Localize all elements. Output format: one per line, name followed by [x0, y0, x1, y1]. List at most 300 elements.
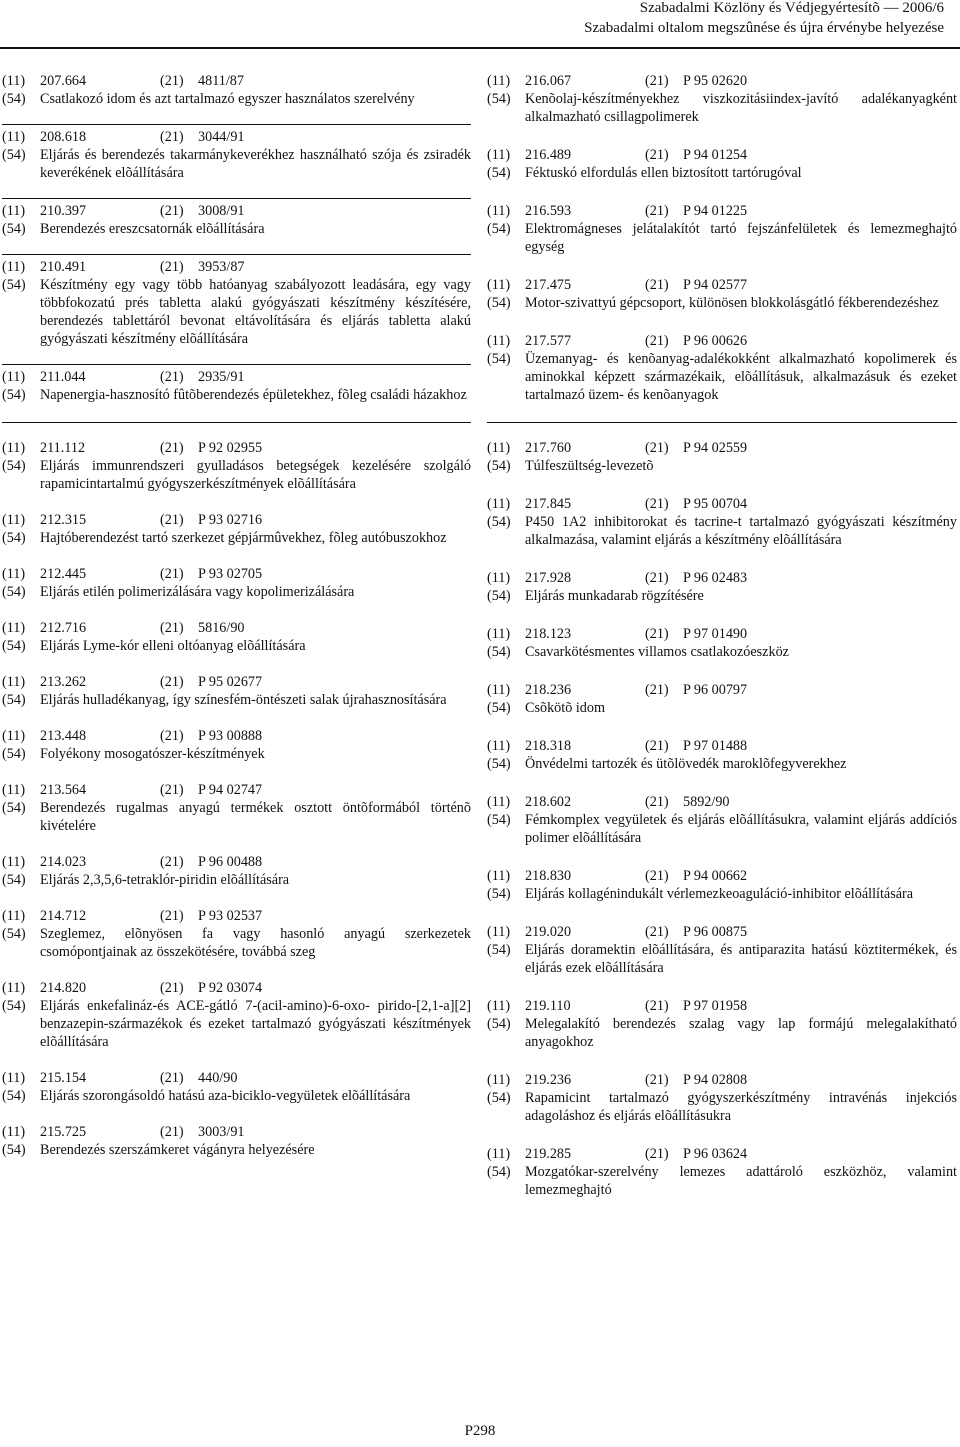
tag-11: (11) — [487, 277, 511, 293]
tag-21: (21) — [160, 259, 184, 275]
record-spacer — [2, 1105, 471, 1123]
patent-number: 210.397 — [40, 203, 87, 219]
header-rule — [0, 47, 960, 49]
record-id-row — [2, 202, 471, 220]
patent-record — [2, 979, 471, 1051]
patent-record — [487, 202, 957, 256]
tag-11: (11) — [487, 440, 511, 456]
patent-record — [2, 907, 471, 961]
patent-title: Csavarkötésmentes villamos csatlakozóeszköz — [525, 644, 789, 660]
record-id-row — [2, 979, 471, 997]
tag-54: (54) — [487, 351, 511, 367]
application-number: P 92 02955 — [198, 440, 263, 456]
patent-number: 217.475 — [525, 277, 572, 293]
section-title: Szabadalmi oltalom megszûnése és újra érvénybe helyezése — [584, 20, 944, 36]
patent-number: 218.830 — [525, 868, 572, 884]
application-number: P 94 02808 — [683, 1072, 748, 1088]
tag-11: (11) — [2, 728, 26, 744]
patent-number: 214.023 — [40, 854, 87, 870]
application-number: P 94 02577 — [683, 277, 748, 293]
tag-21: (21) — [160, 674, 184, 690]
tag-54: (54) — [2, 147, 26, 163]
patent-record — [487, 737, 957, 773]
patent-record — [487, 276, 957, 312]
application-number: P 93 02716 — [198, 512, 263, 528]
patent-number: 213.564 — [40, 782, 87, 798]
patent-number: 218.602 — [525, 794, 572, 810]
record-id-row — [2, 673, 471, 691]
application-number: P 97 01490 — [683, 626, 748, 642]
patent-number: 213.262 — [40, 674, 87, 690]
patent-number: 218.236 — [525, 682, 572, 698]
record-spacer — [2, 108, 471, 124]
tag-54: (54) — [487, 165, 511, 181]
tag-54: (54) — [487, 91, 511, 107]
tag-11: (11) — [487, 73, 511, 89]
patent-record — [2, 565, 471, 601]
record-spacer — [487, 903, 957, 923]
record-spacer — [487, 605, 957, 625]
record-title-row — [487, 643, 957, 661]
tag-54: (54) — [487, 1090, 511, 1106]
patent-number: 216.593 — [525, 203, 572, 219]
record-title-row — [487, 350, 957, 404]
tag-11: (11) — [2, 674, 26, 690]
record-id-row — [487, 202, 957, 220]
tag-11: (11) — [487, 203, 511, 219]
patent-title: Üzemanyag- és kenõanyag-adalékokként alkalmazható kopolimerek és aminokkal képzett származékaik, elõállításuk, alkalmazásuk és ezeket tartalmazó üzem- és kenõanyagok — [525, 351, 957, 403]
tag-11: (11) — [2, 440, 26, 456]
tag-54: (54) — [2, 1088, 26, 1104]
patent-title: Kenõolaj-készítményekhez viszkozitásiindex-javító adalékanyagként alkalmazható csillagpolimerek — [525, 91, 957, 125]
record-id-row — [487, 332, 957, 350]
application-number: P 96 00488 — [198, 854, 263, 870]
tag-54: (54) — [487, 756, 511, 772]
record-id-row — [2, 853, 471, 871]
tag-54: (54) — [2, 926, 26, 942]
tag-54: (54) — [487, 295, 511, 311]
patent-title: Csõkötõ idom — [525, 700, 606, 716]
patent-record — [487, 867, 957, 903]
record-spacer — [2, 493, 471, 511]
tag-11: (11) — [487, 570, 511, 586]
record-title-row — [487, 294, 957, 312]
patent-number: 214.820 — [40, 980, 87, 996]
application-number: P 96 00875 — [683, 924, 748, 940]
tag-21: (21) — [160, 512, 184, 528]
tag-54: (54) — [2, 800, 26, 816]
patent-record — [487, 569, 957, 605]
patent-number: 210.491 — [40, 259, 87, 275]
record-id-row — [487, 72, 957, 90]
application-number: 3003/91 — [198, 1124, 245, 1140]
patent-title: Berendezés rugalmas anyagú termékek osztott öntõformából történõ kivételére — [40, 800, 471, 834]
record-spacer — [2, 1051, 471, 1069]
record-title-row — [2, 997, 471, 1051]
patent-record — [2, 619, 471, 655]
tag-11: (11) — [2, 1070, 26, 1086]
record-title-row — [487, 941, 957, 977]
patent-record — [487, 495, 957, 549]
application-number: P 93 02537 — [198, 908, 263, 924]
record-id-row — [2, 907, 471, 925]
tag-21: (21) — [645, 73, 669, 89]
tag-21: (21) — [160, 908, 184, 924]
application-number: 5816/90 — [198, 620, 245, 636]
patent-record — [2, 368, 471, 404]
patent-title: Eljárás munkadarab rögzítésére — [525, 588, 704, 604]
tag-21: (21) — [645, 570, 669, 586]
tag-11: (11) — [2, 980, 26, 996]
tag-21: (21) — [645, 924, 669, 940]
record-title-row — [2, 637, 471, 655]
patent-record — [487, 793, 957, 847]
patent-title: Folyékony mosogatószer-készítmények — [40, 746, 265, 762]
record-id-row — [2, 511, 471, 529]
tag-21: (21) — [645, 738, 669, 754]
patent-title: Eljárás kollagénindukált vérlemezkeoaguláció-inhibitor elõállítására — [525, 886, 914, 902]
journal-title: Szabadalmi Közlöny és Védjegyértesítõ — 2006/6 — [639, 0, 944, 16]
record-title-row — [487, 811, 957, 847]
tag-11: (11) — [487, 998, 511, 1014]
tag-11: (11) — [487, 924, 511, 940]
tag-21: (21) — [160, 440, 184, 456]
tag-21: (21) — [645, 1072, 669, 1088]
patent-number: 213.448 — [40, 728, 87, 744]
record-id-row — [487, 276, 957, 294]
record-title-row — [487, 164, 957, 182]
record-title-row — [487, 1163, 957, 1199]
record-id-row — [487, 867, 957, 885]
record-title-row — [487, 513, 957, 549]
patent-record — [2, 853, 471, 889]
tag-54: (54) — [487, 588, 511, 604]
left-bottom-records — [2, 423, 471, 1159]
tag-54: (54) — [2, 91, 26, 107]
tag-21: (21) — [645, 496, 669, 512]
tag-21: (21) — [160, 369, 184, 385]
patent-record — [487, 923, 957, 977]
record-id-row — [2, 781, 471, 799]
record-spacer — [487, 549, 957, 569]
record-spacer — [2, 348, 471, 364]
record-title-row — [487, 1089, 957, 1125]
tag-54: (54) — [487, 458, 511, 474]
application-number: 5892/90 — [683, 794, 730, 810]
record-spacer — [487, 717, 957, 737]
record-spacer — [487, 1051, 957, 1071]
tag-21: (21) — [645, 1146, 669, 1162]
patent-number: 218.318 — [525, 738, 572, 754]
tag-54: (54) — [2, 638, 26, 654]
application-number: 3044/91 — [198, 129, 245, 145]
patent-title: Elektromágneses jelátalakítót tartó fejszánfelületek és lemezmeghajtó egység — [525, 221, 957, 255]
patent-title: Csatlakozó idom és azt tartalmazó egyszer használatos szerelvény — [40, 91, 415, 107]
patent-title: Túlfeszültség-levezetõ — [525, 458, 654, 474]
tag-54: (54) — [2, 998, 26, 1014]
patent-record — [2, 727, 471, 763]
patent-title: Eljárás immunrendszeri gyulladásos betegségek kezelésére szolgáló rapamicintartalmú gyógyszerkészítmények elõállítására — [40, 458, 471, 492]
tag-54: (54) — [487, 221, 511, 237]
patent-title: Eljárás hulladékanyag, így színesfém-öntészeti salak újrahasznosítására — [40, 692, 447, 708]
tag-54: (54) — [487, 942, 511, 958]
record-title-row — [2, 691, 471, 709]
patent-number: 207.664 — [40, 73, 87, 89]
record-spacer — [487, 661, 957, 681]
patent-number: 212.716 — [40, 620, 87, 636]
record-id-row — [2, 72, 471, 90]
patent-record — [487, 146, 957, 182]
patent-record — [487, 439, 957, 475]
right-column — [487, 72, 957, 1199]
tag-54: (54) — [487, 514, 511, 530]
patent-record — [2, 673, 471, 709]
record-title-row — [2, 799, 471, 835]
application-number: P 92 03074 — [198, 980, 263, 996]
patent-record — [2, 439, 471, 493]
patent-record — [487, 681, 957, 717]
patent-title: Eljárás 2,3,5,6-tetraklór-piridin elõállítására — [40, 872, 290, 888]
record-title-row — [2, 529, 471, 547]
patent-title: Motor-szivattyú gépcsoport, különösen blokkolásgátló fékberendezéshez — [525, 295, 939, 311]
record-id-row — [487, 923, 957, 941]
page-header — [584, 0, 944, 37]
record-title-row — [487, 457, 957, 475]
record-title-row — [487, 699, 957, 717]
record-title-row — [2, 90, 471, 108]
application-number: P 96 03624 — [683, 1146, 748, 1162]
patent-record — [2, 1123, 471, 1159]
patent-number: 211.044 — [40, 369, 86, 385]
application-number: P 95 02677 — [198, 674, 263, 690]
tag-21: (21) — [160, 728, 184, 744]
record-id-row — [487, 146, 957, 164]
patent-number: 215.725 — [40, 1124, 87, 1140]
patent-number: 217.845 — [525, 496, 572, 512]
tag-11: (11) — [2, 259, 26, 275]
right-bottom-records — [487, 423, 957, 1199]
patent-record — [487, 625, 957, 661]
tag-54: (54) — [487, 700, 511, 716]
tag-11: (11) — [487, 868, 511, 884]
patent-record — [487, 1071, 957, 1125]
record-spacer — [487, 977, 957, 997]
tag-21: (21) — [645, 277, 669, 293]
tag-11: (11) — [487, 496, 511, 512]
patent-title: Rapamicint tartalmazó gyógyszerkészítmény intravénás injekciós adagoláshoz és eljárás elõállításukra — [525, 1090, 957, 1124]
patent-number: 219.020 — [525, 924, 572, 940]
left-top-records — [2, 72, 471, 422]
tag-21: (21) — [645, 203, 669, 219]
application-number: P 96 00797 — [683, 682, 748, 698]
patent-title: Eljárás etilén polimerizálására vagy kopolimerizálására — [40, 584, 355, 600]
tag-21: (21) — [160, 1124, 184, 1140]
record-title-row — [2, 871, 471, 889]
tag-11: (11) — [2, 566, 26, 582]
tag-11: (11) — [487, 682, 511, 698]
patent-title: Féktuskó elfordulás ellen biztosított tartórugóval — [525, 165, 802, 181]
tag-11: (11) — [487, 147, 511, 163]
tag-11: (11) — [2, 369, 26, 385]
record-spacer — [2, 601, 471, 619]
tag-11: (11) — [2, 512, 26, 528]
record-id-row — [487, 737, 957, 755]
record-spacer — [487, 126, 957, 146]
tag-11: (11) — [487, 333, 511, 349]
tag-54: (54) — [487, 812, 511, 828]
patent-number: 219.236 — [525, 1072, 572, 1088]
application-number: 440/90 — [198, 1070, 238, 1086]
patent-title: Eljárás doramektin elõállítására, és antiparazita hatású köztitermékek, és eljárás ezek elõállítására — [525, 942, 957, 976]
record-spacer — [2, 835, 471, 853]
tag-54: (54) — [487, 644, 511, 660]
application-number: P 94 02747 — [198, 782, 263, 798]
patent-title: Eljárás Lyme-kór elleni oltóanyag elõállítására — [40, 638, 306, 654]
tag-21: (21) — [160, 980, 184, 996]
application-number: P 94 00662 — [683, 868, 748, 884]
application-number: 4811/87 — [198, 73, 244, 89]
tag-21: (21) — [645, 333, 669, 349]
tag-21: (21) — [645, 440, 669, 456]
record-title-row — [487, 755, 957, 773]
record-title-row — [2, 1141, 471, 1159]
tag-54: (54) — [2, 692, 26, 708]
patent-number: 208.618 — [40, 129, 87, 145]
patent-number: 219.285 — [525, 1146, 572, 1162]
tag-11: (11) — [2, 908, 26, 924]
patent-title: Eljárás és berendezés takarmánykeverékhez használható szója és zsiradék keverékének elõállítására — [40, 147, 471, 181]
tag-54: (54) — [2, 746, 26, 762]
record-title-row — [2, 925, 471, 961]
record-title-row — [487, 90, 957, 126]
record-title-row — [2, 146, 471, 182]
record-id-row — [487, 793, 957, 811]
patent-number: 212.445 — [40, 566, 87, 582]
record-id-row — [487, 625, 957, 643]
record-spacer — [2, 889, 471, 907]
record-id-row — [2, 727, 471, 745]
patent-record — [2, 781, 471, 835]
record-title-row — [2, 1087, 471, 1105]
record-spacer — [2, 655, 471, 673]
left-column — [2, 72, 471, 1159]
patent-number: 211.112 — [40, 440, 86, 456]
tag-11: (11) — [2, 1124, 26, 1140]
tag-54: (54) — [2, 872, 26, 888]
patent-title: Önvédelmi tartozék és ütõlövedék maroklõfegyverekhez — [525, 756, 847, 772]
application-number: P 96 00626 — [683, 333, 748, 349]
record-spacer — [2, 763, 471, 781]
record-id-row — [487, 495, 957, 513]
record-title-row — [2, 457, 471, 493]
patent-number: 217.577 — [525, 333, 572, 349]
record-id-row — [487, 1145, 957, 1163]
application-number: P 97 01958 — [683, 998, 748, 1014]
record-id-row — [2, 1123, 471, 1141]
record-spacer — [2, 961, 471, 979]
tag-11: (11) — [487, 1072, 511, 1088]
patent-title: Készítmény egy vagy több hatóanyag szabályozott leadására, egy vagy többfokozatú prés tabletta alakú gyógyászati készítmény készítésére, berendezés tablettáról bevonat eltávolítására és eljárás tabletta alakú gyógyászati készítmény elõállítására — [40, 277, 471, 347]
tag-54: (54) — [2, 584, 26, 600]
patent-record — [2, 128, 471, 182]
tag-21: (21) — [645, 626, 669, 642]
record-id-row — [487, 997, 957, 1015]
record-id-row — [2, 128, 471, 146]
application-number: P 97 01488 — [683, 738, 748, 754]
record-title-row — [2, 276, 471, 348]
tag-54: (54) — [487, 886, 511, 902]
record-spacer — [2, 709, 471, 727]
patent-title: Berendezés ereszcsatornák elõállítására — [40, 221, 265, 237]
record-spacer — [487, 847, 957, 867]
tag-54: (54) — [2, 1142, 26, 1158]
patent-record — [487, 72, 957, 126]
tag-11: (11) — [487, 626, 511, 642]
record-id-row — [2, 1069, 471, 1087]
record-id-row — [2, 619, 471, 637]
tag-11: (11) — [2, 782, 26, 798]
record-spacer — [487, 1125, 957, 1145]
tag-54: (54) — [2, 458, 26, 474]
record-id-row — [487, 569, 957, 587]
page-number: P298 — [464, 1423, 496, 1439]
patent-title: Fémkomplex vegyületek és eljárás elõállításukra, valamint eljárás addíciós polimer elõállítására — [525, 812, 957, 846]
patent-title: Mozgatókar-szerelvény lemezes adattároló eszközhöz, valamint lemezmeghajtó — [525, 1164, 957, 1198]
tag-21: (21) — [160, 782, 184, 798]
record-spacer — [2, 238, 471, 254]
patent-number: 212.315 — [40, 512, 87, 528]
patent-title: Berendezés szerszámkeret vágányra helyezésére — [40, 1142, 315, 1158]
application-number: P 96 02483 — [683, 570, 748, 586]
application-number: P 95 00704 — [683, 496, 748, 512]
record-title-row — [2, 745, 471, 763]
right-top-records — [487, 72, 957, 422]
patent-record — [2, 72, 471, 108]
record-spacer — [2, 182, 471, 198]
patent-number: 215.154 — [40, 1070, 87, 1086]
tag-54: (54) — [2, 387, 26, 403]
application-number: P 94 01254 — [683, 147, 748, 163]
tag-21: (21) — [645, 147, 669, 163]
application-number: P 95 02620 — [683, 73, 748, 89]
patent-number: 219.110 — [525, 998, 571, 1014]
application-number: P 93 00888 — [198, 728, 263, 744]
tag-21: (21) — [160, 203, 184, 219]
tag-11: (11) — [2, 129, 26, 145]
patent-record — [2, 1069, 471, 1105]
record-id-row — [487, 681, 957, 699]
record-title-row — [487, 1015, 957, 1051]
tag-21: (21) — [645, 794, 669, 810]
tag-11: (11) — [487, 794, 511, 810]
tag-54: (54) — [2, 277, 26, 293]
patent-number: 217.760 — [525, 440, 572, 456]
tag-21: (21) — [645, 682, 669, 698]
record-title-row — [2, 386, 471, 404]
record-title-row — [487, 220, 957, 256]
record-title-row — [487, 587, 957, 605]
patent-record — [2, 258, 471, 348]
patent-title: Melegalakító berendezés szalag vagy lap formájú melegalakítható anyagokhoz — [525, 1016, 957, 1050]
patent-record — [487, 332, 957, 404]
record-id-row — [2, 258, 471, 276]
patent-number: 218.123 — [525, 626, 572, 642]
record-id-row — [2, 439, 471, 457]
application-number: 3953/87 — [198, 259, 245, 275]
record-spacer — [2, 547, 471, 565]
record-spacer — [487, 475, 957, 495]
tag-11: (11) — [487, 1146, 511, 1162]
